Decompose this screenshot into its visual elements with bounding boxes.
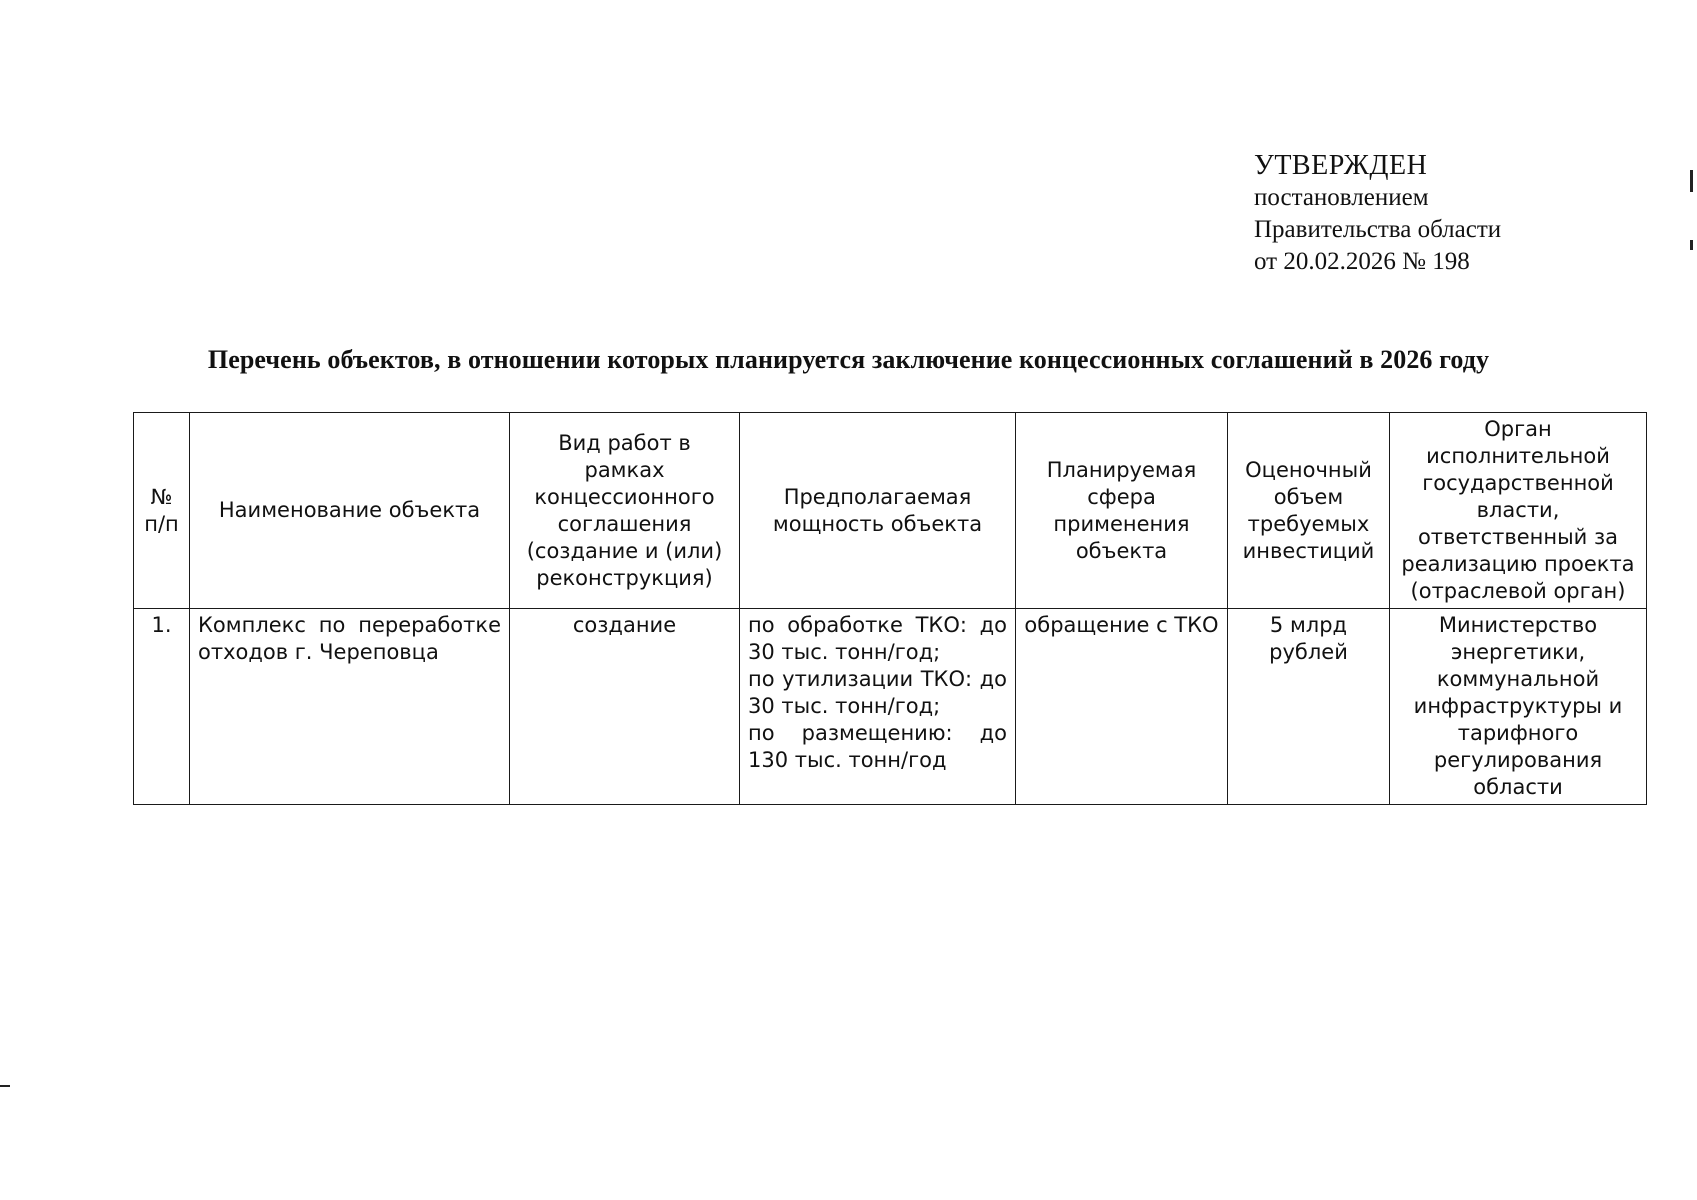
cell-sphere: обращение с ТКО: [1016, 609, 1228, 805]
header-authority: Орган исполнительной государственной власти, ответственный за реализацию проекта (отраслевой орган): [1390, 413, 1647, 609]
table-header-row: [134, 413, 1647, 609]
header-investment: Оценочный объем требуемых инвестиций: [1228, 413, 1390, 609]
approval-line-date-number: от 20.02.2026 № 198: [1254, 248, 1470, 275]
header-capacity: Предполагаемая мощность объекта: [740, 413, 1016, 609]
table-row: [134, 609, 1647, 805]
header-object-name: Наименование объекта: [190, 413, 510, 609]
cell-investment: 5 млрд рублей: [1228, 609, 1390, 805]
concession-objects-table: [133, 412, 1647, 805]
cell-work-type: создание: [510, 609, 740, 805]
header-number: № п/п: [134, 413, 190, 609]
approval-heading: УТВЕРЖДЕН: [1254, 150, 1428, 181]
cell-object-name: Комплекс по переработке отходов г. Череповца: [190, 609, 510, 805]
scan-edge-mark-bottom: [0, 1085, 10, 1087]
header-work-type: Вид работ в рамках концессионного соглашения (создание и (или) реконструкция): [510, 413, 740, 609]
scan-edge-mark-middle: [1690, 240, 1693, 250]
approval-line-government: Правительства области: [1254, 216, 1502, 243]
approval-line-resolution: постановлением: [1254, 184, 1429, 211]
header-sphere: Планируемая сфера применения объекта: [1016, 413, 1228, 609]
capacity-processing: по обработке ТКО: до 30 тыс. тонн/год;: [748, 613, 1007, 664]
capacity-disposal: по размещению: до 130 тыс. тонн/год: [748, 721, 1007, 772]
cell-authority: Министерство энергетики, коммунальной инфраструктуры и тарифного регулирования области: [1390, 609, 1647, 805]
scan-edge-mark-top: [1690, 170, 1693, 192]
cell-capacity: [740, 609, 1016, 805]
cell-number: 1.: [134, 609, 190, 805]
document-title: Перечень объектов, в отношении которых планируется заключение концессионных соглашений в 2026 году: [207, 345, 1490, 374]
capacity-utilization: по утилизации ТКО: до 30 тыс. тонн/год;: [748, 667, 1007, 718]
approval-block: [1254, 150, 1501, 278]
